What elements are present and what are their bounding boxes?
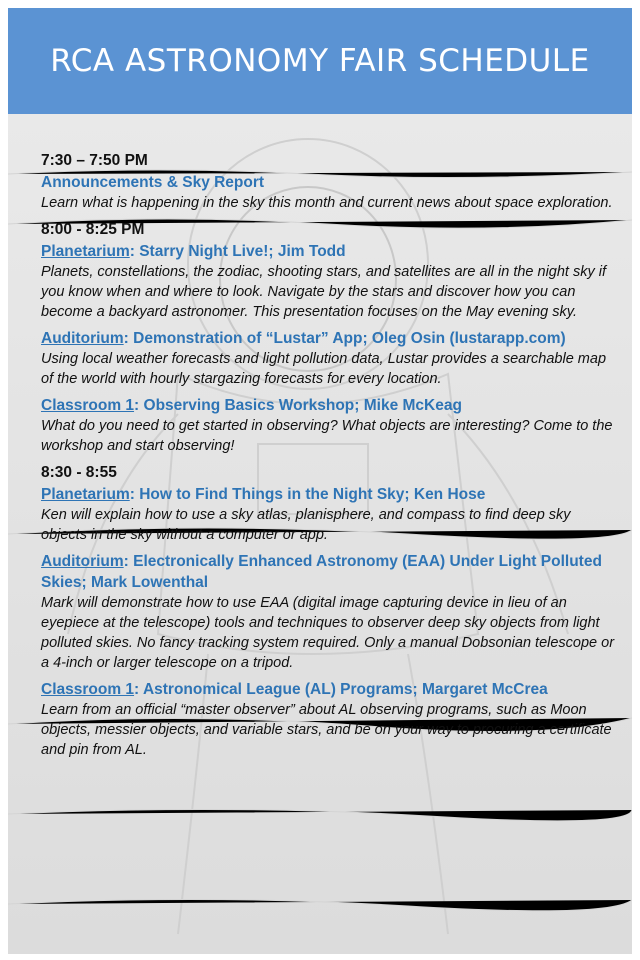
session-description: Learn from an official “master observer” about AL observing programs, such as Moon objects, messier objects, and variable stars, and be on your way to procuring a certificate and pin from AL. [41, 702, 612, 758]
venue-link[interactable]: Planetarium [41, 243, 130, 260]
venue-link[interactable]: Auditorium [41, 330, 124, 347]
header-banner [8, 8, 632, 114]
session-description: Planets, constellations, the zodiac, shooting stars, and satellites are all in the night sky if you know when and where to look. Navigate by the stars and discover how you can become a backyard astronomer. This presentation focuses on the May evening sky. [41, 264, 607, 320]
session-description: What do you need to get started in observing? What objects are interesting? Come to the workshop and start observing! [41, 418, 613, 454]
session-title-text: : Astronomical League (AL) Programs; Margaret McCrea [134, 681, 548, 698]
session-title [41, 241, 617, 262]
venue-link[interactable]: Classroom 1 [41, 681, 135, 698]
time-slot-heading: 8:30 - 8:55 [41, 464, 117, 481]
session-title [41, 172, 617, 193]
session-title-text: Announcements & Sky Report [41, 174, 265, 191]
session-title-text: : Starry Night Live!; Jim Todd [129, 243, 346, 260]
page-title: RCA ASTRONOMY FAIR SCHEDULE [50, 43, 590, 79]
session-title [41, 484, 617, 505]
session-description: Ken will explain how to use a sky atlas, planisphere, and compass to find deep sky objects in the sky without a computer or app. [41, 507, 571, 543]
session-title [41, 328, 617, 349]
schedule-poster [8, 114, 632, 954]
session-title-text: : Demonstration of “Lustar” App; Oleg Osin (lustarapp.com) [123, 330, 566, 347]
time-slot-heading: 8:00 - 8:25 PM [41, 221, 145, 238]
session-title-text: : How to Find Things in the Night Sky; Ken Hose [129, 486, 486, 503]
session-title-text: : Electronically Enhanced Astronomy (EAA) Under Light Polluted Skies; Mark Lowenthal [41, 553, 602, 591]
session-title [41, 679, 617, 700]
session-description: Mark will demonstrate how to use EAA (digital image capturing device in lieu of an eyepiece at the telescope) tools and techniques to observer deep sky objects from light polluted skies. No fancy tracking system required. Only a manual Dobsonian telescope or a 4-inch or larger telescope on a tripod. [41, 595, 615, 671]
session-title [41, 395, 617, 416]
venue-link[interactable]: Auditorium [41, 553, 124, 570]
time-slot-heading: 7:30 – 7:50 PM [41, 152, 148, 169]
session-description: Using local weather forecasts and light pollution data, Lustar provides a searchable map of the world with hourly stargazing forecasts for every location. [41, 351, 607, 387]
venue-link[interactable]: Planetarium [41, 486, 130, 503]
session-title-text: : Observing Basics Workshop; Mike McKeag [134, 397, 462, 414]
session-description: Learn what is happening in the sky this month and current news about space exploration. [41, 195, 613, 211]
session-title [41, 551, 617, 593]
venue-link[interactable]: Classroom 1 [41, 397, 135, 414]
schedule-content [41, 150, 617, 763]
